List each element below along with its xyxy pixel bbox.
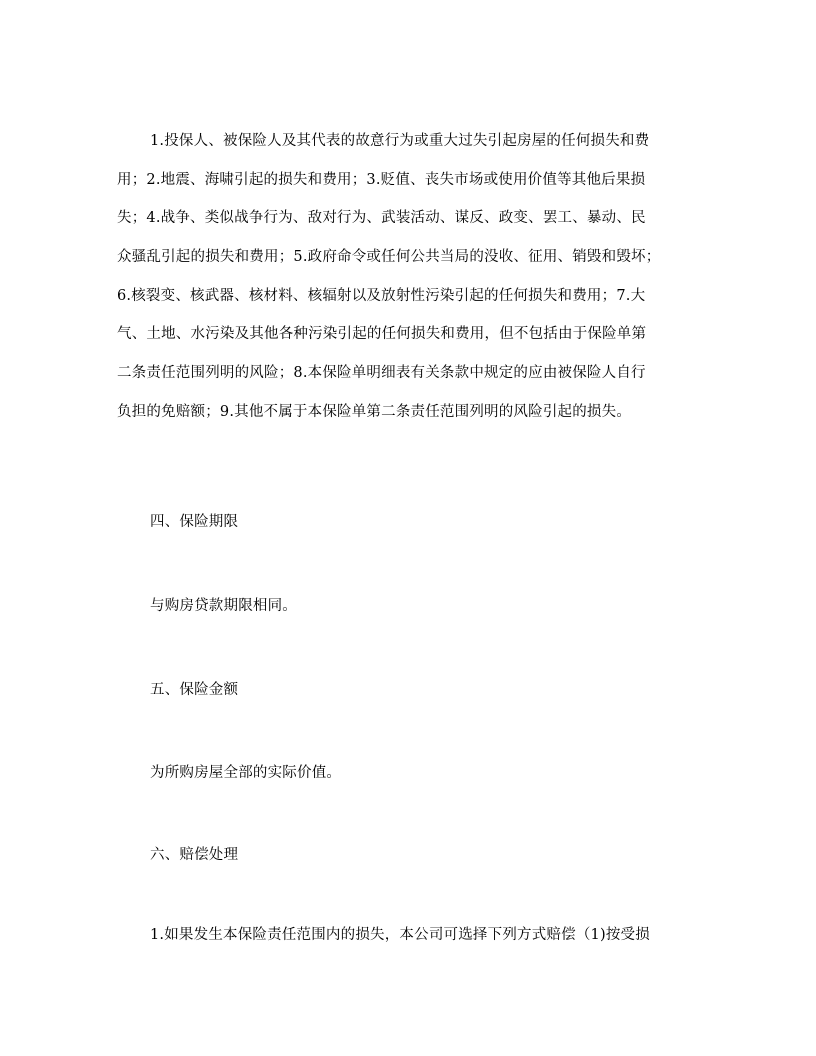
- section6-heading: 六、赔偿处理: [150, 847, 239, 863]
- section5-heading: 五、保险金额: [150, 682, 239, 698]
- paragraph-line: 6.核裂变、核武器、核材料、核辐射以及放射性污染引起的任何损失和费用；7.大: [117, 287, 646, 304]
- paragraph-line: 二条责任范围列明的风险；8.本保险单明细表有关条款中规定的应由被保险人自行: [117, 365, 646, 382]
- section5-text: 为所购房屋全部的实际价值。: [150, 765, 342, 781]
- exclusions-paragraph: [117, 131, 702, 422]
- paragraph-line: 气、土地、水污染及其他各种污染引起的任何损失和费用，但不包括由于保险单第: [117, 326, 647, 343]
- paragraph-line: 1.投保人、被保险人及其代表的故意行为或重大过失引起房屋的任何损失和费: [150, 133, 650, 149]
- section4-text: 与购房贷款期限相同。: [150, 598, 297, 614]
- paragraph-line: 众骚乱引起的损失和费用；5.政府命令或任何公共当局的没收、征用、销毁和毁坏；: [117, 249, 661, 266]
- paragraph-line: 负担的免赔额；9.其他不属于本保险单第二条责任范围列明的风险引起的损失。: [117, 403, 632, 420]
- paragraph-line: 用；2.地震、海啸引起的损失和费用；3.贬值、丧失市场或使用价值等其他后果损: [117, 171, 646, 188]
- section6-text: 1.如果发生本保险责任范围内的损失，本公司可选择下列方式赔偿（1)按受损: [150, 927, 650, 943]
- section4-heading: 四、保险期限: [150, 514, 239, 530]
- paragraph-line: 失；4.战争、类似战争行为、敌对行为、武装活动、谋反、政变、罢工、暴动、民: [117, 210, 646, 227]
